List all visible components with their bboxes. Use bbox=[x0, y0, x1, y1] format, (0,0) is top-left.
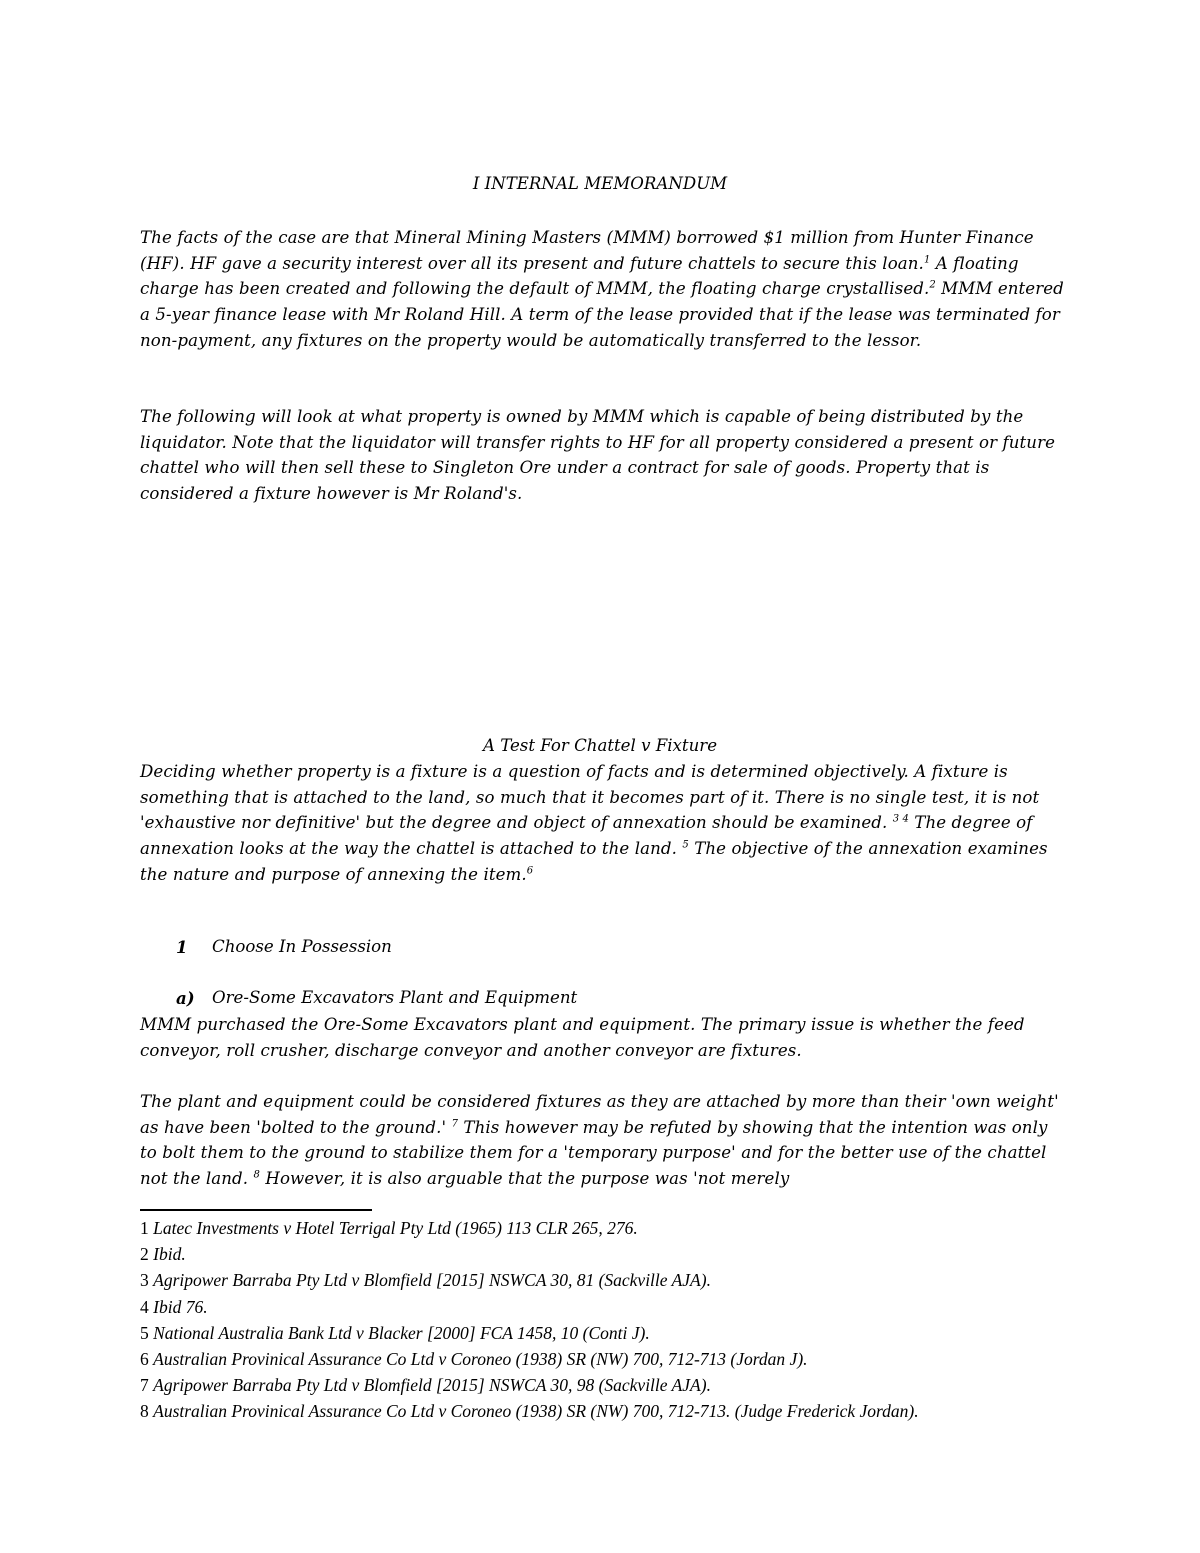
test-text-b: The degree of annexation looks at the way the chattel is attached to the land. bbox=[140, 813, 1033, 859]
footnote-ref-6: 6 bbox=[526, 865, 534, 877]
footnote-text: Australian Provinical Assurance Co Ltd v Coroneo (1938) SR (NW) 700, 712-713. (Judge Frederick Jordan). bbox=[153, 1401, 919, 1422]
footnote-1 bbox=[140, 1215, 1070, 1241]
footnote-number: 3 bbox=[140, 1270, 149, 1291]
intro-p1-text-c: MMM entered a 5-year finance lease with Mr Roland Hill. A term of the lease provided that if the lease was terminated for non-payment, any fixtures on the property would be automatically transferred to the lessor. bbox=[140, 279, 1064, 350]
section-1-number: 1 bbox=[176, 937, 188, 957]
footnote-text: Ibid 76. bbox=[153, 1296, 208, 1317]
footnote-4 bbox=[140, 1294, 1070, 1320]
footnote-text: National Australia Bank Ltd v Blacker [2000] FCA 1458, 10 (Conti J). bbox=[153, 1322, 650, 1343]
footnote-7 bbox=[140, 1372, 1070, 1398]
footnote-ref-1: 1 bbox=[923, 254, 931, 266]
footnote-ref-2: 2 bbox=[929, 279, 936, 291]
footnote-2 bbox=[140, 1241, 1070, 1267]
footnotes-list bbox=[140, 1215, 1070, 1425]
footnote-number: 4 bbox=[140, 1296, 149, 1317]
footnote-6 bbox=[140, 1346, 1070, 1372]
footnote-number: 2 bbox=[140, 1244, 149, 1265]
intro-p1-text-b: A floating charge has been created and following the default of MMM, the floating charge crystallised. bbox=[140, 253, 1019, 299]
subsection-a-paragraph-1: MMM purchased the Ore-Some Excavators plant and equipment. The primary issue is whether the feed conveyor, roll crusher, discharge conveyor and another conveyor are fixtures. bbox=[140, 1015, 1025, 1060]
footnote-ref-7: 7 bbox=[451, 1118, 459, 1130]
footnote-ref-5: 5 bbox=[682, 839, 689, 851]
footnote-text: Agripower Barraba Pty Ltd v Blomfield [2015] NSWCA 30, 81 (Sackville AJA). bbox=[153, 1270, 711, 1291]
sub-a-p2-text-c: However, it is also arguable that the purpose was 'not merely bbox=[260, 1169, 790, 1189]
sub-a-p2-text-a: The plant and equipment could be considered fixtures as they are attached by more than their 'own weight' as have been 'bolted to the ground.' bbox=[140, 1092, 1059, 1137]
intro-p1-text-a: The facts of the case are that Mineral Mining Masters (MMM) borrowed $1 million from Hunter Finance (HF). HF gave a security interest over all its present and future chattels to secure this loan. bbox=[140, 228, 1034, 273]
subsection-a-label: a) bbox=[176, 988, 195, 1008]
footnote-number: 7 bbox=[140, 1375, 149, 1396]
footnote-separator bbox=[140, 1209, 372, 1211]
footnote-number: 6 bbox=[140, 1349, 149, 1370]
test-section-heading: A Test For Chattel v Fixture bbox=[482, 736, 718, 755]
footnote-5 bbox=[140, 1320, 1070, 1346]
footnote-8 bbox=[140, 1398, 1070, 1424]
footnote-text: Agripower Barraba Pty Ltd v Blomfield [2015] NSWCA 30, 98 (Sackville AJA). bbox=[153, 1375, 711, 1396]
memo-title: I INTERNAL MEMORANDUM bbox=[472, 174, 728, 193]
footnote-3 bbox=[140, 1267, 1070, 1293]
section-1-heading: Choose In Possession bbox=[212, 937, 392, 956]
footnote-text: Australian Provinical Assurance Co Ltd v Coroneo (1938) SR (NW) 700, 712-713 (Jordan J). bbox=[153, 1349, 808, 1370]
test-text-a: Deciding whether property is a fixture is a question of facts and is determined objectively. A fixture is something that is attached to the land, so much that it becomes part of it. There is no single test, it is not 'exhaustive nor definitive' but the degree and object of annexation should be examined. bbox=[140, 762, 1040, 833]
subsection-a-heading: Ore-Some Excavators Plant and Equipment bbox=[212, 988, 578, 1007]
footnote-number: 1 bbox=[140, 1218, 149, 1238]
test-text-c: The objective of the annexation examines the nature and purpose of annexing the item. bbox=[140, 839, 1048, 884]
footnote-ref-8: 8 bbox=[253, 1169, 260, 1181]
intro-paragraph-1 bbox=[140, 225, 1065, 354]
footnote-number: 8 bbox=[140, 1401, 149, 1422]
footnote-ref-3-4: 3 4 bbox=[892, 813, 909, 825]
footnote-text: Ibid. bbox=[153, 1244, 186, 1265]
intro-paragraph-2: The following will look at what property is owned by MMM which is capable of being distributed by the liquidator. Note that the liquidator will transfer rights to HF for all property considered a present or future chattel who will then sell these to Singleton Ore under a contract for sale of goods. Property that is considered a fixture however is Mr Roland's. bbox=[140, 407, 1056, 504]
footnote-text: Latec Investments v Hotel Terrigal Pty Ltd (1965) 113 CLR 265, 276. bbox=[153, 1218, 638, 1238]
footnote-number: 5 bbox=[140, 1322, 149, 1343]
sub-a-p2-text-b: This however may be refuted by showing that the intention was only to bolt them to the ground to stabilize them for a 'temporary purpose' and for the better use of the chattel not the land. bbox=[140, 1117, 1048, 1189]
test-section-paragraph bbox=[140, 759, 1065, 888]
subsection-a-paragraph-2 bbox=[140, 1089, 1065, 1192]
